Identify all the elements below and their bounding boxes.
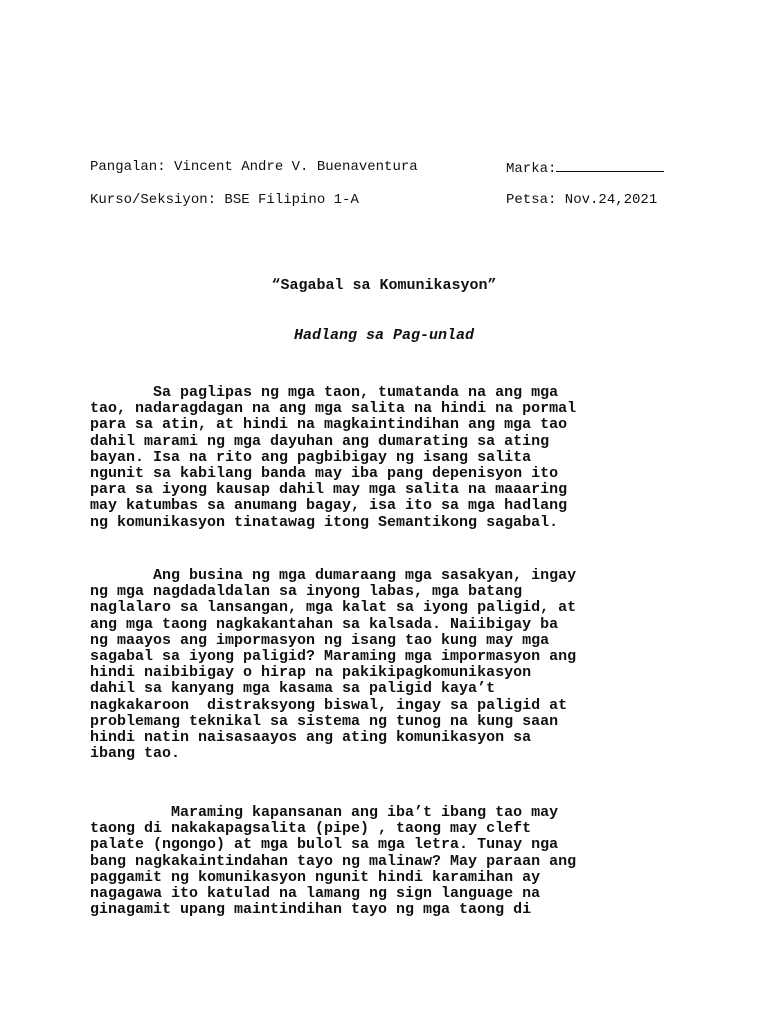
paragraph: Sa paglipas ng mga taon, tumatanda na ang mga tao, nadaragdagan na ang mga salita na hindi na pormal para sa atin, at hindi na magkaintindihan ang mga tao dahil marami ng mga dayuhan ang dumarating sa ating bayan. Isa na rito ang pagbibigay ng isang salita ngunit sa kabilang banda may iba pang depenisyon ito para sa iyong kausap dahil may mga salita na maaaring may katumbas sa anumang bagay, isa ito sa mga hadlang ng komunikasyon tinatawag itong Semantikong sagabal.: [90, 384, 577, 531]
date-field: Petsa: Nov.24,2021: [506, 192, 658, 208]
document-title: “Sagabal sa Komunikasyon”: [271, 277, 497, 294]
grade-label: Marka:: [506, 161, 557, 177]
paragraph: Ang busina ng mga dumaraang mga sasakyan, ingay ng mga nagdadaldalan sa inyong labas, mga batang naglalaro sa lansangan, mga kalat sa iyong paligid, at ang mga taong nagkakantahan sa kalsada. Naiibigay ba ng maayos ang impormasyon ng isang tao kung may mga sagabal sa iyong paligid? Maraming mga impormasyon ang hindi naibibigay o hirap na pakikipagkomunikasyon dahil sa kanyang mga kasama sa paligid kaya’t nagkakaroon distraksyong biswal, ingay sa paligid at problemang teknikal sa sistema ng tunog na kung saan hindi natin naisasaayos ang ating komunikasyon sa ibang tao.: [90, 567, 577, 763]
paragraph: Maraming kapansanan ang iba’t ibang tao may taong di nakakapagsalita (pipe) , taong may cleft palate (ngongo) at mga bulol sa mga letra. Tunay nga bang nagkakaintindahan tayo ng malinaw? May paraan ang paggamit ng komunikasyon ngunit hindi karamihan ay nagagawa ito katulad na lamang ng sign language na ginagamit upang maintindihan tayo ng mga taong di: [90, 804, 577, 919]
student-name: Pangalan: Vincent Andre V. Buenaventura: [90, 159, 418, 175]
grade-blank-line: [556, 158, 664, 172]
header-row-2: [90, 191, 670, 209]
grade-field: [506, 158, 664, 178]
course-section: Kurso/Seksiyon: BSE Filipino 1-A: [90, 192, 359, 208]
header-row-1: [90, 158, 670, 176]
document-subtitle: Hadlang sa Pag-unlad: [293, 327, 475, 344]
